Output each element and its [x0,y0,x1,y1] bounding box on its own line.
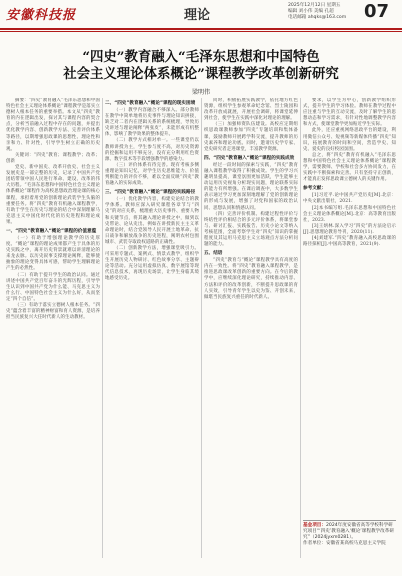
article-title [0,49,402,83]
text-column-2 [105,98,199,562]
paragraph: （二）教学方式相对单一。一些课堂仍以教师讲授为主，学生参与度不高，对历史资源的挖掘和运用不够充分，没有充分利用红色资源、数字技术等手段增强教学的感染力。 [105,138,199,162]
contact-email: 电话邮箱 ahqks@163.com [288,15,347,20]
page-number: 07 [364,1,390,22]
paragraph: 此外，还应重视网络思政平台的建设，利用微信公众号、短视频等新媒体传播“四史”知识，拓展教育的时间和空间，营造学史、知史、爱史的良好校园氛围。 [303,128,396,152]
article-title-line-1: “四史”教育融入“毛泽东思想和中国特色 [82,49,320,65]
column-divider [102,98,103,558]
section-heading: 二、“四史”教育融入“概论”课程的现实困境 [105,101,196,106]
section-heading: 一、“四史”教育融入“概论”课程的价值意蕴 [6,228,97,234]
section-heading: 参考文献： [303,186,326,192]
paragraph: （一）有助于增强理论教学的历史厚度。“概论”课程的理论成果都产生于具体的历史实践之中，离开历史背景就难以讲清理论的来龙去脉。以历史叙事支撑理论阐释，能够使抽象的理论变得具体可感，帮助学生理解理论产生的必然性。 [6,235,100,272]
paragraph: （二）有助于提升学生的政治认同。通过讲述中国共产党百年奋斗的光辉历程，引导学生认识到中国共产党为什么能、马克思主义为什么行、中国特色社会主义为什么好，从而坚定“四个自信”。 [6,272,100,302]
section-heading: 四、“四史”教育融入“概论”课程的实践成效 [204,155,295,161]
paragraph: [1]习近平.论中国共产党历史[M].北京：中央文献出版社，2021. [303,193,396,205]
paragraph: （四）完善评价机制。构建过程性评价与终结性评价相结合的多元评价体系，将课堂参与、研讨汇报、实践报告、历史小论文等纳入考核范围，全面考察学生对“四史”知识的掌握程度及其运用马克思主义立场观点方法分析问题的能力。 [204,211,298,248]
paragraph: （一）优化教学内容，构建史论结合的教学体系。教师应深入研究课程各章节与“四史”的对应关系，梳理重大历史事件、重要人物和关键节点，将其融入理论讲授之中，做到以史带论、论从史出。例如在讲授新民主主义革命理论时，结合党领导人民开展土地革命、抗日战争和解放战争的历史进程，阐明农村包围城市、武装夺取政权道路的正确性。 [105,197,199,245]
paragraph: （二）创新教学方法，增强课堂吸引力。可采用专题式、案例式、情景式教学，组织学生开展历史人物研讨、红色故事分享、主题辩论等活动。充分运用虚拟仿真、数字展馆等现代信息技术，再现历史场景，让学生身临其境地感受历史。 [105,245,199,282]
section-heading: 三、“四史”教育融入“概论”课程的实践路径 [105,190,196,196]
paragraph: 党史、新中国史、改革开放史、社会主义发展史是一部完整的历史，记录了中国共产党团结带领中国人民进行革命、建设、改革的伟大历程。“毛泽东思想和中国特色社会主义理论体系概论”课程作为高校思想政治理论课的核心课程，承担着用党的创新理论武装学生头脑的重要任务。将“四史”教育有机融入课程教学，有助于学生在历史与理论的结合中深刻理解马克思主义中国化时代化的历史进程和理论成果。 [6,165,100,225]
masthead-rule [0,28,402,30]
masthead [0,0,402,36]
fund-note-text: 2024年度安徽省高等学校科学研究项目“‘四史’教育融入‘概论’课程教学改革研究”（2024jyxm0281）。 [303,523,394,540]
paragraph: 摘要：“四史”教育融入“毛泽东思想和中国特色社会主义理论体系概论”课程教学是落实立德树人根本任务的重要举措。本文从“四史”教育的内在逻辑出发，探讨其与课程内容的契合点，分析当前融入过程中存在的问题，并提出优化教学内容、创新教学方法、完善评价体系等路径，以期增强思政课的思想性、理论性和亲和力、针对性，引导学生树立正确的历史观。 [6,98,100,152]
text-column-3 [204,98,298,562]
text-column-1 [6,98,100,562]
issue-info [288,3,346,21]
masthead-rule-thin [0,31,402,32]
paragraph: （三）加强师资队伍建设。高校应定期组织思政课教师参加“四史”专题培训和集体备课，鼓励教师开展跨学科交流，提升教师的历史素养和理论功底。同时，邀请历史学专家、党史研究者走进课堂，丰富教学资源。 [204,122,298,152]
paragraph: 同时，积极拓展实践教学，依托地方红色资源，组织学生参观革命纪念馆、烈士陵园和改革开放成就展，开展社会调研，将课堂延伸到社会，使学生在实践中深化对理论的理解。 [204,98,298,122]
fund-note [303,520,396,553]
paragraph: （三）评价体系有待完善。现有考核多侧重理论知识记忆，对学生历史思维能力、价值判断能力的评价不够，难以全面反映“四史”教育融入的实际成效。 [105,162,199,187]
paragraph: 要求，以学生为中心，创新教学组织形式，提升学生的学习体验。教师在教学过程中应注重与学生的互动交流，及时了解学生的思想动态和学习需求，有针对性地调整教学内容和方式，使课堂教学更加贴近学生实际。 [303,98,396,128]
article-author: 梁明伟 [191,89,210,96]
column-divider [201,98,202,558]
column-divider [300,98,301,558]
paragraph: 关键词：“四史”教育；课程教学；改革；创新 [6,152,100,164]
section-heading: 五、结语 [204,251,223,257]
paragraph: [3]王炳林.深入学习“四史”的方法论启示[J].思想理论教育导刊，2020(11). [303,223,396,235]
fund-note-label: 基金项目： [303,523,326,528]
author-affiliation: 作者单位：安徽省某高校马克思主义学院 [303,541,386,546]
paragraph: 总之，将“四史”教育有机融入“毛泽东思想和中国特色社会主义理论体系概论”课程教学，需要教师、学校和社会多方协同发力，在实践中不断探索和完善。只有坚持守正创新，才能真正发挥思政课立德树人的关键作用。 [303,152,396,183]
paragraph: （三）有助于落实立德树人根本任务。“四史”蕴含着丰富的精神财富和育人资源，是培养担当民族复兴大任时代新人的生动教材。 [6,303,100,321]
section-title: 理论 [184,8,211,23]
paragraph: [2]本书编写组.毛泽东思想和中国特色社会主义理论体系概论[M].北京：高等教育出版社，2023. [303,205,396,223]
text-column-4 [303,98,396,508]
newspaper-logo: 安徽科技报 [6,8,77,23]
paragraph: “四史”教育与“概论”课程教学具有高度的内在一致性。将“四史”教育融入课程教学，是推进思政课改革创新的重要方向。在今后的教学中，应继续深化理论研究，持续推动内容、方法和评价的改革创新，不断提升思政课的育人实效，引导青年学生以史为鉴、开创未来，做堪当民族复兴重任的时代新人。 [204,258,298,300]
paragraph: [4]刘建军.“四史”教育融入高校思政课的路径探析[J].中国高等教育，2021(9). [303,235,396,248]
editor-credits: 编辑 刘小伟 美编 孔超 [288,9,334,14]
article-title-line-2: 社会主义理论体系概论”课程教学改革创新研究 [63,66,339,82]
issue-date: 2025年12月12日 星期五 [288,3,341,8]
paragraph: 经过一段时间的探索与实践，“四史”教育融入课程教学取得了积极成效。学生的学习兴趣明显提高，课堂氛围更加活跃，学生能够主动运用历史视角分析现实问题，理论联系实际的能力有所增强。在课后调查中，大多数学生表示通过学习更加深刻地理解了党的创新理论的形成与发展，增强了对党和国家的政治认同、思想认同和情感认同。 [204,162,298,211]
paragraph: （一）教学内容融合不够深入。部分教师在教学中简单地将历史事件与理论知识拼接，缺乏对二者内在逻辑关系的系统梳理，导致历史讲述与理论阐释“两张皮”，未能形成有机整体，影响了教学效果的整体提升。 [105,108,199,138]
